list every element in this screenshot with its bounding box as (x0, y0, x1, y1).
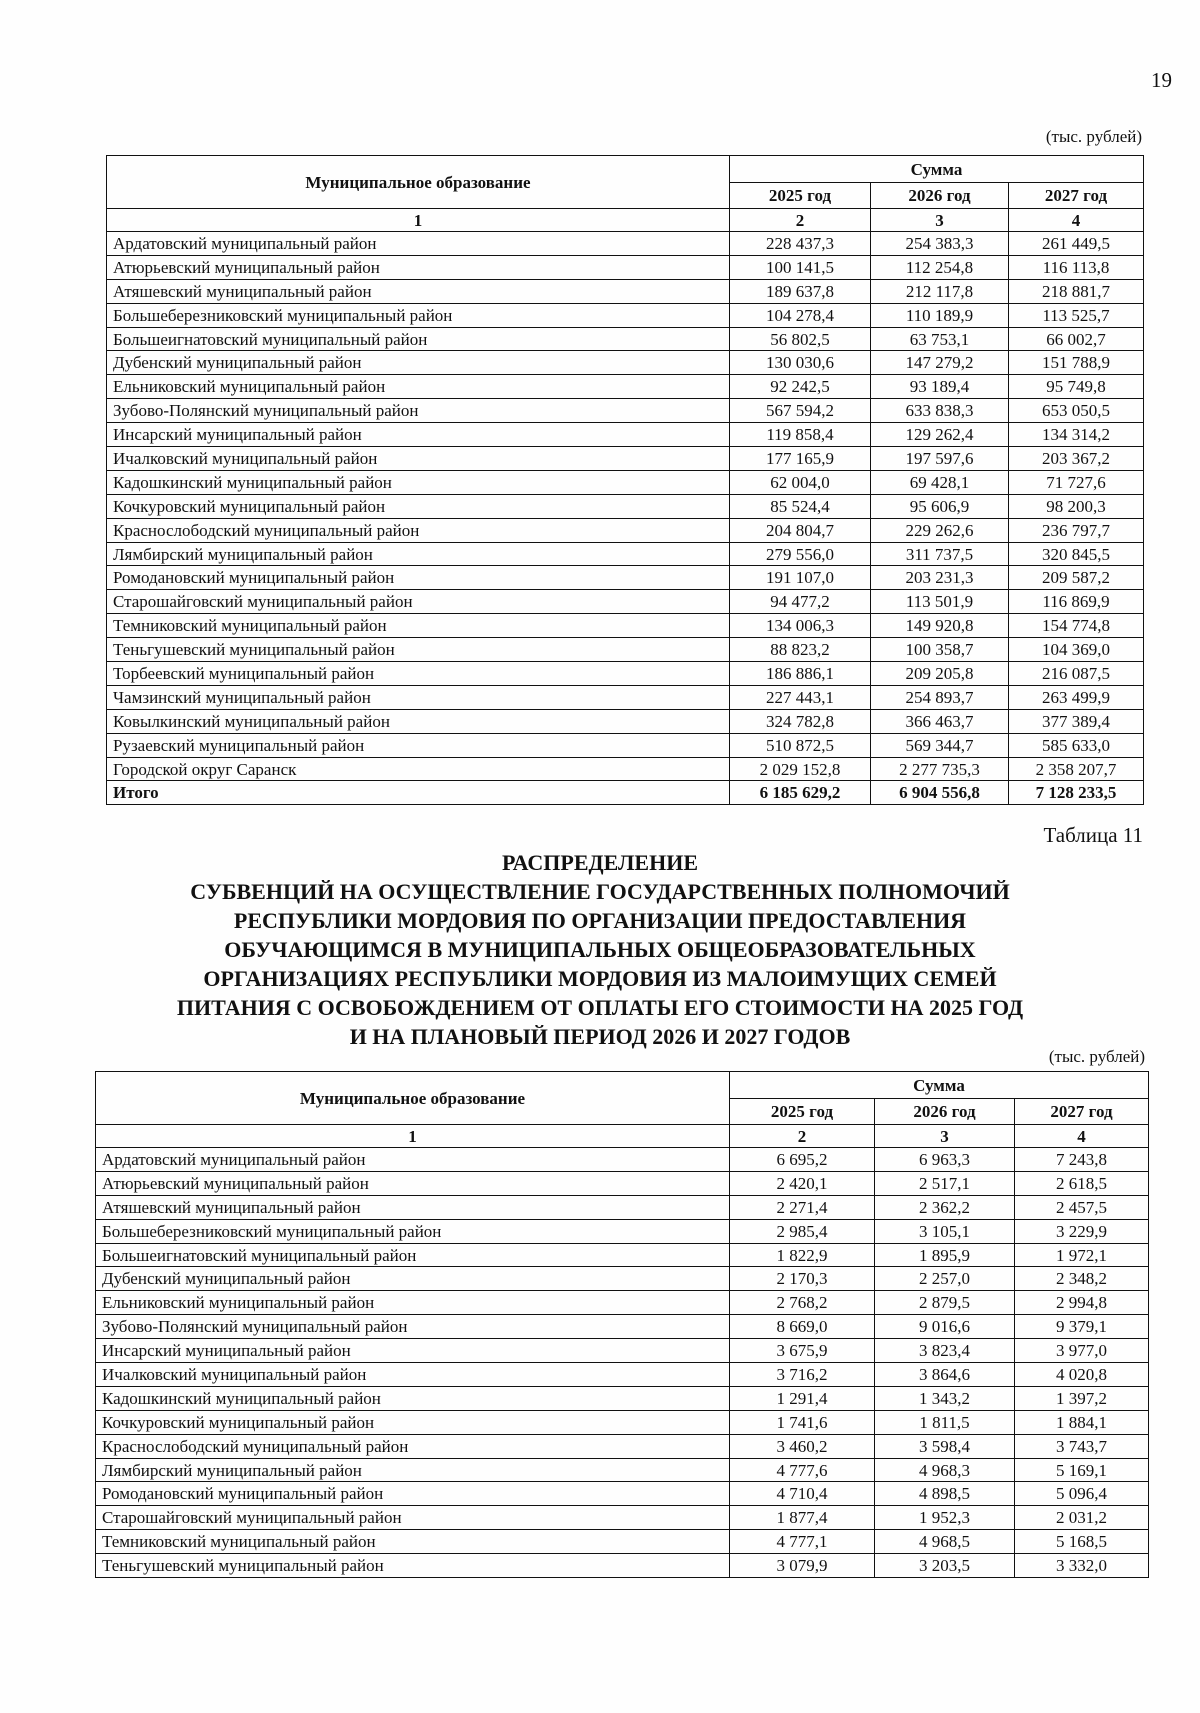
table-row (107, 447, 1144, 471)
amount-2026: 93 189,4 (871, 375, 1009, 399)
table-row (96, 1458, 1149, 1482)
column-header-sum: Сумма (730, 1072, 1149, 1099)
municipality-name: Ичалковский муниципальный район (107, 447, 730, 471)
table-row (96, 1410, 1149, 1434)
amount-2026: 100 358,7 (871, 638, 1009, 662)
municipality-name: Ромодановский муниципальный район (96, 1482, 730, 1506)
amount-2026: 1 811,5 (875, 1410, 1015, 1434)
table-row (107, 470, 1144, 494)
amount-2027: 2 994,8 (1015, 1291, 1149, 1315)
amount-2027: 236 797,7 (1009, 518, 1144, 542)
municipality-name: Краснослободский муниципальный район (96, 1434, 730, 1458)
amount-2026: 311 737,5 (871, 542, 1009, 566)
column-header-municipality: Муниципальное образование (107, 156, 730, 209)
municipality-name: Ичалковский муниципальный район (96, 1363, 730, 1387)
amount-2026: 6 904 556,8 (871, 781, 1009, 805)
municipality-name: Темниковский муниципальный район (107, 614, 730, 638)
amount-2027: 216 087,5 (1009, 662, 1144, 686)
municipality-name: Ельниковский муниципальный район (107, 375, 730, 399)
amount-2027: 71 727,6 (1009, 470, 1144, 494)
table-row (96, 1315, 1149, 1339)
table-row (96, 1363, 1149, 1387)
municipality-name: Инсарский муниципальный район (96, 1339, 730, 1363)
column-header-2026: 2026 год (871, 183, 1009, 209)
amount-2027: 7 128 233,5 (1009, 781, 1144, 805)
amount-2027: 3 977,0 (1015, 1339, 1149, 1363)
amount-2026: 129 262,4 (871, 423, 1009, 447)
total-label: Итого (107, 781, 730, 805)
table-row (96, 1267, 1149, 1291)
table-row (107, 757, 1144, 781)
amount-2025: 119 858,4 (730, 423, 871, 447)
amount-2025: 6 185 629,2 (730, 781, 871, 805)
amount-2026: 366 463,7 (871, 709, 1009, 733)
table-1-unit: (тыс. рублей) (1045, 127, 1142, 146)
table-row (107, 518, 1144, 542)
table-row (96, 1339, 1149, 1363)
amount-2026: 2 517,1 (875, 1171, 1015, 1195)
amount-2026: 1 343,2 (875, 1386, 1015, 1410)
column-number-3: 3 (871, 209, 1009, 232)
table-row (107, 542, 1144, 566)
table-row (96, 1482, 1149, 1506)
amount-2025: 279 556,0 (730, 542, 871, 566)
table-row (107, 399, 1144, 423)
amount-2026: 6 963,3 (875, 1148, 1015, 1172)
amount-2027: 2 358 207,7 (1009, 757, 1144, 781)
page-number: 19 (1151, 68, 1172, 92)
amount-2025: 2 768,2 (730, 1291, 875, 1315)
table-row (107, 709, 1144, 733)
amount-2025: 85 524,4 (730, 494, 871, 518)
table-2-label: Таблица 11 (1043, 823, 1143, 847)
table-row (96, 1171, 1149, 1195)
municipality-name: Темниковский муниципальный район (96, 1530, 730, 1554)
amount-2025: 324 782,8 (730, 709, 871, 733)
column-header-municipality: Муниципальное образование (96, 1072, 730, 1125)
table-1-body (107, 232, 1144, 805)
municipality-name: Инсарский муниципальный район (107, 423, 730, 447)
amount-2027: 653 050,5 (1009, 399, 1144, 423)
table-row (107, 423, 1144, 447)
municipality-name: Теньгушевский муниципальный район (96, 1554, 730, 1578)
municipality-name: Ромодановский муниципальный район (107, 566, 730, 590)
column-number-1: 1 (107, 209, 730, 232)
amount-2027: 66 002,7 (1009, 327, 1144, 351)
table-row (107, 662, 1144, 686)
amount-2027: 3 743,7 (1015, 1434, 1149, 1458)
amount-2025: 1 291,4 (730, 1386, 875, 1410)
column-number-2: 2 (730, 1125, 875, 1148)
column-header-2025: 2025 год (730, 183, 871, 209)
amount-2027: 377 389,4 (1009, 709, 1144, 733)
title-line: РАСПРЕДЕЛЕНИЕ (501, 850, 698, 875)
municipality-name: Кочкуровский муниципальный район (96, 1410, 730, 1434)
title-line: ПИТАНИЯ С ОСВОБОЖДЕНИЕМ ОТ ОПЛАТЫ ЕГО СТОИМОСТИ НА 2025 ГОД (176, 995, 1024, 1020)
amount-2025: 104 278,4 (730, 303, 871, 327)
table-2-unit: (тыс. рублей) (1048, 1047, 1145, 1066)
amount-2025: 186 886,1 (730, 662, 871, 686)
table-row (107, 232, 1144, 256)
amount-2025: 1 877,4 (730, 1506, 875, 1530)
amount-2025: 228 437,3 (730, 232, 871, 256)
amount-2026: 209 205,8 (871, 662, 1009, 686)
municipality-name: Большеберезниковский муниципальный район (107, 303, 730, 327)
amount-2027: 98 200,3 (1009, 494, 1144, 518)
amount-2027: 585 633,0 (1009, 733, 1144, 757)
municipality-name: Кочкуровский муниципальный район (107, 494, 730, 518)
table-2-title (0, 848, 1200, 1051)
amount-2026: 254 893,7 (871, 685, 1009, 709)
table-row (96, 1530, 1149, 1554)
municipality-name: Большеигнатовский муниципальный район (107, 327, 730, 351)
municipality-name: Краснослободский муниципальный район (107, 518, 730, 542)
municipality-name: Атяшевский муниципальный район (107, 279, 730, 303)
municipality-name: Чамзинский муниципальный район (107, 685, 730, 709)
table-2-body (96, 1148, 1149, 1578)
municipality-name: Зубово-Полянский муниципальный район (96, 1315, 730, 1339)
table-row (96, 1243, 1149, 1267)
amount-2026: 2 277 735,3 (871, 757, 1009, 781)
amount-2027: 3 332,0 (1015, 1554, 1149, 1578)
title-line: СУБВЕНЦИЙ НА ОСУЩЕСТВЛЕНИЕ ГОСУДАРСТВЕННЫХ ПОЛНОМОЧИЙ (190, 879, 1010, 904)
municipality-name: Теньгушевский муниципальный район (107, 638, 730, 662)
amount-2026: 4 898,5 (875, 1482, 1015, 1506)
municipality-name: Торбеевский муниципальный район (107, 662, 730, 686)
amount-2026: 110 189,9 (871, 303, 1009, 327)
amount-2026: 633 838,3 (871, 399, 1009, 423)
amount-2027: 2 348,2 (1015, 1267, 1149, 1291)
column-header-2027: 2027 год (1015, 1099, 1149, 1125)
amount-2027: 320 845,5 (1009, 542, 1144, 566)
municipality-name: Рузаевский муниципальный район (107, 733, 730, 757)
amount-2025: 6 695,2 (730, 1148, 875, 1172)
amount-2027: 2 457,5 (1015, 1195, 1149, 1219)
amount-2027: 5 169,1 (1015, 1458, 1149, 1482)
amount-2025: 130 030,6 (730, 351, 871, 375)
amount-2025: 4 777,1 (730, 1530, 875, 1554)
table-row (107, 614, 1144, 638)
column-header-2027: 2027 год (1009, 183, 1144, 209)
municipality-name: Кадошкинский муниципальный район (107, 470, 730, 494)
amount-2027: 151 788,9 (1009, 351, 1144, 375)
municipality-name: Зубово-Полянский муниципальный район (107, 399, 730, 423)
municipality-name: Дубенский муниципальный район (96, 1267, 730, 1291)
municipality-name: Старошайговский муниципальный район (96, 1506, 730, 1530)
amount-2027: 2 618,5 (1015, 1171, 1149, 1195)
amount-2025: 56 802,5 (730, 327, 871, 351)
municipality-name: Большеберезниковский муниципальный район (96, 1219, 730, 1243)
table-row (96, 1434, 1149, 1458)
municipality-name: Лямбирский муниципальный район (107, 542, 730, 566)
table-1 (106, 155, 1144, 805)
municipality-name: Кадошкинский муниципальный район (96, 1386, 730, 1410)
amount-2025: 62 004,0 (730, 470, 871, 494)
amount-2027: 95 749,8 (1009, 375, 1144, 399)
municipality-name: Лямбирский муниципальный район (96, 1458, 730, 1482)
amount-2025: 4 710,4 (730, 1482, 875, 1506)
title-line: ОБУЧАЮЩИМСЯ В МУНИЦИПАЛЬНЫХ ОБЩЕОБРАЗОВАТЕЛЬНЫХ (224, 937, 976, 962)
amount-2027: 113 525,7 (1009, 303, 1144, 327)
table-row (96, 1291, 1149, 1315)
amount-2026: 149 920,8 (871, 614, 1009, 638)
municipality-name: Большеигнатовский муниципальный район (96, 1243, 730, 1267)
amount-2026: 197 597,6 (871, 447, 1009, 471)
amount-2025: 92 242,5 (730, 375, 871, 399)
municipality-name: Дубенский муниципальный район (107, 351, 730, 375)
table-row (107, 255, 1144, 279)
amount-2027: 1 397,2 (1015, 1386, 1149, 1410)
table-row (107, 685, 1144, 709)
title-line: РЕСПУБЛИКИ МОРДОВИЯ ПО ОРГАНИЗАЦИИ ПРЕДОСТАВЛЕНИЯ (233, 908, 967, 933)
amount-2026: 69 428,1 (871, 470, 1009, 494)
amount-2025: 567 594,2 (730, 399, 871, 423)
amount-2027: 203 367,2 (1009, 447, 1144, 471)
amount-2027: 116 113,8 (1009, 255, 1144, 279)
table-row (107, 590, 1144, 614)
amount-2027: 116 869,9 (1009, 590, 1144, 614)
amount-2025: 3 079,9 (730, 1554, 875, 1578)
amount-2025: 3 675,9 (730, 1339, 875, 1363)
amount-2025: 8 669,0 (730, 1315, 875, 1339)
municipality-name: Ковылкинский муниципальный район (107, 709, 730, 733)
amount-2027: 7 243,8 (1015, 1148, 1149, 1172)
amount-2025: 227 443,1 (730, 685, 871, 709)
amount-2026: 3 823,4 (875, 1339, 1015, 1363)
table-row (107, 279, 1144, 303)
table-row (96, 1195, 1149, 1219)
table-row (107, 351, 1144, 375)
municipality-name: Атюрьевский муниципальный район (96, 1171, 730, 1195)
amount-2026: 3 203,5 (875, 1554, 1015, 1578)
table-row (96, 1386, 1149, 1410)
amount-2026: 3 598,4 (875, 1434, 1015, 1458)
amount-2027: 3 229,9 (1015, 1219, 1149, 1243)
amount-2027: 1 972,1 (1015, 1243, 1149, 1267)
municipality-name: Ардатовский муниципальный район (96, 1148, 730, 1172)
table-row (96, 1506, 1149, 1530)
amount-2027: 1 884,1 (1015, 1410, 1149, 1434)
title-line: ОРГАНИЗАЦИЯХ РЕСПУБЛИКИ МОРДОВИЯ ИЗ МАЛОИМУЩИХ СЕМЕЙ (203, 966, 997, 991)
column-number-2: 2 (730, 209, 871, 232)
table-row (96, 1148, 1149, 1172)
column-number-3: 3 (875, 1125, 1015, 1148)
amount-2025: 2 170,3 (730, 1267, 875, 1291)
amount-2025: 510 872,5 (730, 733, 871, 757)
amount-2026: 4 968,3 (875, 1458, 1015, 1482)
municipality-name: Атяшевский муниципальный район (96, 1195, 730, 1219)
column-number-1: 1 (96, 1125, 730, 1148)
amount-2025: 2 029 152,8 (730, 757, 871, 781)
total-row (107, 781, 1144, 805)
amount-2026: 3 864,6 (875, 1363, 1015, 1387)
amount-2025: 2 985,4 (730, 1219, 875, 1243)
amount-2026: 254 383,3 (871, 232, 1009, 256)
column-number-4: 4 (1009, 209, 1144, 232)
amount-2026: 147 279,2 (871, 351, 1009, 375)
amount-2027: 218 881,7 (1009, 279, 1144, 303)
column-number-4: 4 (1015, 1125, 1149, 1148)
amount-2027: 4 020,8 (1015, 1363, 1149, 1387)
amount-2027: 154 774,8 (1009, 614, 1144, 638)
amount-2026: 2 257,0 (875, 1267, 1015, 1291)
amount-2026: 569 344,7 (871, 733, 1009, 757)
table-2 (95, 1071, 1149, 1578)
amount-2025: 3 716,2 (730, 1363, 875, 1387)
table-row (107, 638, 1144, 662)
amount-2026: 9 016,6 (875, 1315, 1015, 1339)
amount-2026: 63 753,1 (871, 327, 1009, 351)
table-row (107, 494, 1144, 518)
table-row (107, 327, 1144, 351)
amount-2027: 261 449,5 (1009, 232, 1144, 256)
amount-2025: 2 420,1 (730, 1171, 875, 1195)
municipality-name: Городской округ Саранск (107, 757, 730, 781)
amount-2025: 2 271,4 (730, 1195, 875, 1219)
municipality-name: Старошайговский муниципальный район (107, 590, 730, 614)
amount-2026: 95 606,9 (871, 494, 1009, 518)
amount-2026: 1 895,9 (875, 1243, 1015, 1267)
table-row (107, 375, 1144, 399)
amount-2026: 2 879,5 (875, 1291, 1015, 1315)
amount-2027: 263 499,9 (1009, 685, 1144, 709)
amount-2027: 104 369,0 (1009, 638, 1144, 662)
amount-2026: 3 105,1 (875, 1219, 1015, 1243)
amount-2025: 4 777,6 (730, 1458, 875, 1482)
amount-2025: 3 460,2 (730, 1434, 875, 1458)
amount-2025: 94 477,2 (730, 590, 871, 614)
amount-2025: 177 165,9 (730, 447, 871, 471)
amount-2027: 5 168,5 (1015, 1530, 1149, 1554)
amount-2026: 112 254,8 (871, 255, 1009, 279)
amount-2026: 113 501,9 (871, 590, 1009, 614)
amount-2026: 203 231,3 (871, 566, 1009, 590)
amount-2025: 1 741,6 (730, 1410, 875, 1434)
amount-2025: 204 804,7 (730, 518, 871, 542)
amount-2025: 88 823,2 (730, 638, 871, 662)
amount-2025: 191 107,0 (730, 566, 871, 590)
amount-2026: 2 362,2 (875, 1195, 1015, 1219)
table-row (107, 566, 1144, 590)
amount-2027: 5 096,4 (1015, 1482, 1149, 1506)
column-header-2026: 2026 год (875, 1099, 1015, 1125)
amount-2025: 100 141,5 (730, 255, 871, 279)
amount-2026: 229 262,6 (871, 518, 1009, 542)
table-row (96, 1554, 1149, 1578)
table-row (107, 303, 1144, 327)
amount-2026: 212 117,8 (871, 279, 1009, 303)
title-line: И НА ПЛАНОВЫЙ ПЕРИОД 2026 И 2027 ГОДОВ (349, 1024, 851, 1049)
table-row (96, 1219, 1149, 1243)
amount-2025: 134 006,3 (730, 614, 871, 638)
table-row (107, 733, 1144, 757)
amount-2027: 209 587,2 (1009, 566, 1144, 590)
amount-2027: 9 379,1 (1015, 1315, 1149, 1339)
municipality-name: Ельниковский муниципальный район (96, 1291, 730, 1315)
column-header-2025: 2025 год (730, 1099, 875, 1125)
column-header-sum: Сумма (730, 156, 1144, 183)
amount-2027: 2 031,2 (1015, 1506, 1149, 1530)
municipality-name: Атюрьевский муниципальный район (107, 255, 730, 279)
amount-2027: 134 314,2 (1009, 423, 1144, 447)
amount-2025: 1 822,9 (730, 1243, 875, 1267)
municipality-name: Ардатовский муниципальный район (107, 232, 730, 256)
amount-2025: 189 637,8 (730, 279, 871, 303)
amount-2026: 1 952,3 (875, 1506, 1015, 1530)
amount-2026: 4 968,5 (875, 1530, 1015, 1554)
